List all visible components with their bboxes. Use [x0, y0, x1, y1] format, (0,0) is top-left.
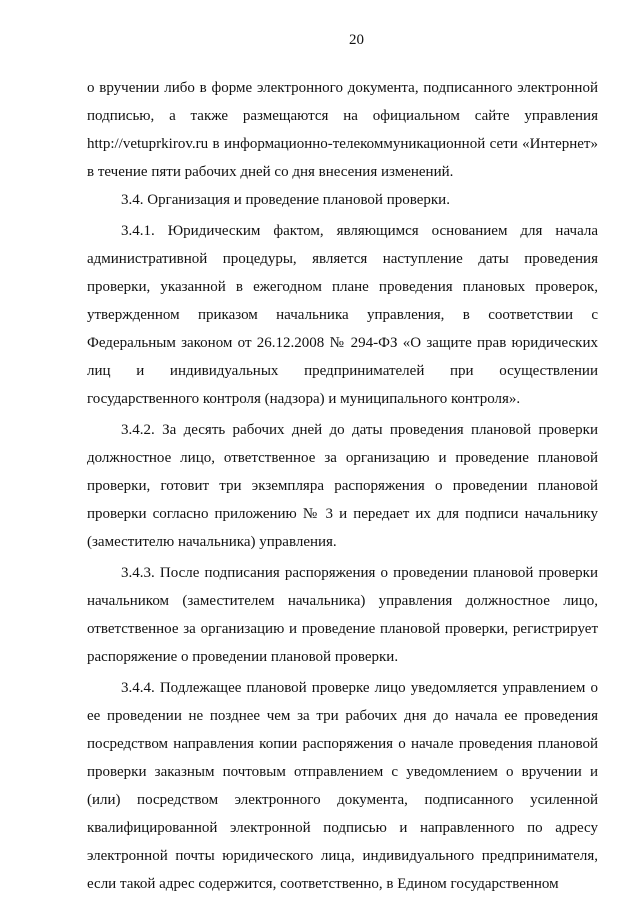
paragraph-3-4-2: 3.4.2. За десять рабочих дней до даты проведения плановой проверки должностное лицо, ответственное за организацию и проведение плановой проверки, готовит три экземпляра распоряжения о проведении плановой проверки согласно приложению № 3 и передает их для подписи начальнику (заместителю начальника) управления.: [87, 422, 598, 550]
paragraph-3-4-1: 3.4.1. Юридическим фактом, являющимся основанием для начала административной процедуры, является наступление даты проведения проверки, указанной в ежегодном плане проведения плановых проверок, утвержденном приказом начальника управления, в соответствии с Федеральным законом от 26.12.2008 № 294-ФЗ «О защите прав юридических лиц и индивидуальных предпринимателей при осуществлении государственного контроля (надзора) и муниципального контроля».: [87, 223, 598, 407]
page-number: 20: [349, 32, 364, 48]
paragraph-3-4-4: 3.4.4. Подлежащее плановой проверке лицо уведомляется управлением о ее проведении не позднее чем за три рабочих дня до начала ее проведения посредством направления копии распоряжения о начале проведения плановой проверки заказным почтовым отправлением с уведомлением о вручении и (или) посредством электронного документа, подписанного усиленной квалифицированной электронной подписью и направленного по адресу электронной почты юридического лица, индивидуального предпринимателя, если такой адрес содержится, соответственно, в Едином государственном: [87, 680, 598, 892]
paragraph-continuation: о вручении либо в форме электронного документа, подписанного электронной подписью, а также размещаются на официальном сайте управления http://vetuprkirov.ru в информационно-телекоммуникационной сети «Интернет» в течение пяти рабочих дней со дня внесения изменений.: [87, 80, 598, 180]
section-heading-3-4: 3.4. Организация и проведение плановой проверки.: [121, 192, 450, 208]
paragraph-3-4-3: 3.4.3. После подписания распоряжения о проведении плановой проверки начальником (заместителем начальника) управления должностное лицо, ответственное за организацию и проведение плановой проверки, регистрирует распоряжение о проведении плановой проверки.: [87, 565, 598, 665]
